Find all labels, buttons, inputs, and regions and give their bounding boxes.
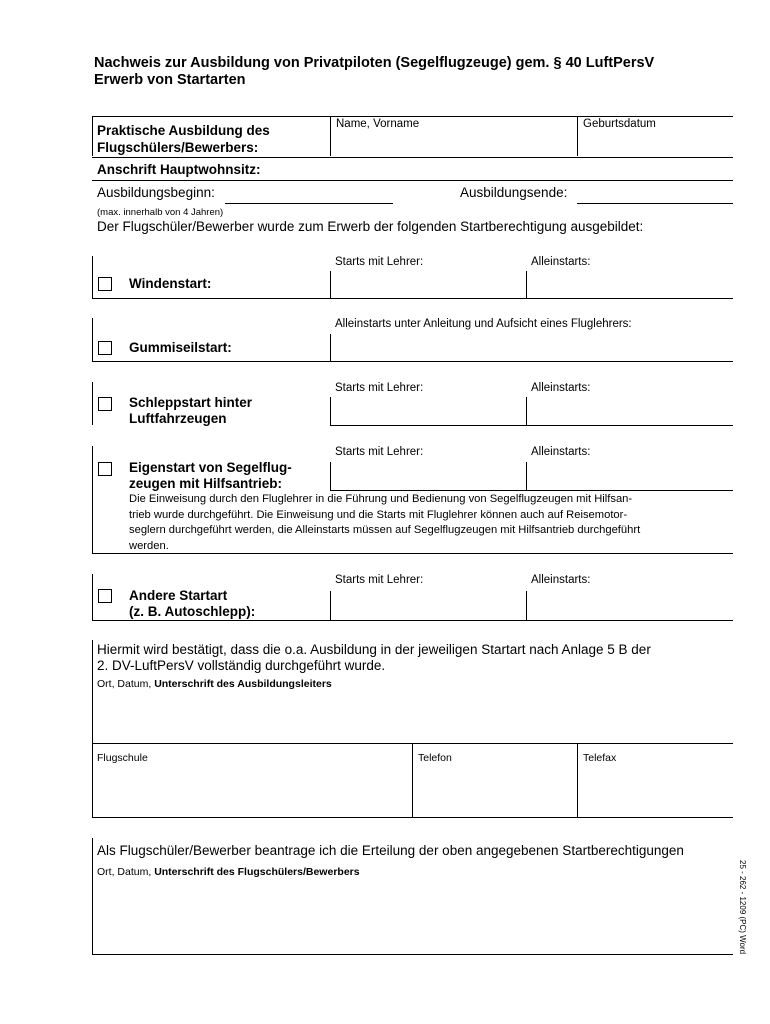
- gummi-bottom-rule: [92, 361, 733, 362]
- dob-field[interactable]: [579, 134, 731, 156]
- gummi-allein-field[interactable]: [331, 334, 733, 361]
- application-text: Als Flugschüler/Bewerber beantrage ich die Erteilung der oben angegebenen Startberechtigungen: [97, 843, 684, 858]
- eigen-left-rule: [92, 446, 93, 553]
- andere-checkbox[interactable]: [98, 589, 112, 603]
- winde-checkbox[interactable]: [98, 277, 112, 291]
- leader-signature-prefix: Ort, Datum,: [97, 678, 152, 690]
- school-divider: [412, 743, 413, 817]
- application-bottom-rule: [92, 954, 733, 955]
- schlepp-allein-field[interactable]: [527, 397, 733, 425]
- eigen-note-line2: trieb wurde durchgeführt. Die Einweisung und die Starts mit Fluglehrer können auch auf Reisemotor-: [129, 508, 628, 521]
- name-field[interactable]: [332, 134, 575, 156]
- schlepp-label-line2: Luftfahrzeugen: [129, 411, 227, 426]
- confirm-left-rule: [92, 640, 93, 817]
- eigen-lehrer-field[interactable]: [331, 462, 525, 490]
- winde-col2-label: Alleinstarts:: [531, 256, 591, 268]
- andere-label: [129, 588, 255, 620]
- confirmation-text: [97, 642, 651, 674]
- eigen-label-line1: Eigenstart von Segelflug-: [129, 460, 292, 475]
- winde-bottom-rule: [92, 298, 733, 299]
- andere-bottom-rule: [92, 620, 733, 621]
- winde-lehrer-field[interactable]: [331, 271, 525, 298]
- andere-left-rule: [92, 574, 93, 620]
- name-field-divider: [330, 116, 331, 156]
- eigen-allein-field[interactable]: [527, 462, 733, 490]
- address-label: Anschrift Hauptwohnsitz:: [97, 162, 261, 177]
- schlepp-col1-label: Starts mit Lehrer:: [335, 382, 424, 394]
- andere-label-line1: Andere Startart: [129, 588, 228, 603]
- student-signature-prefix: Ort, Datum,: [97, 866, 152, 878]
- intro-text: Der Flugschüler/Bewerber wurde zum Erwerb der folgenden Startberechtigung ausgebildet:: [97, 219, 644, 234]
- header-bottom-rule: [92, 157, 733, 158]
- winde-label: Windenstart:: [129, 276, 212, 291]
- schlepp-bottom-rule: [330, 425, 733, 426]
- andere-allein-field[interactable]: [527, 591, 733, 620]
- training-end-field[interactable]: [577, 203, 733, 204]
- confirm-bottom-rule: [92, 817, 733, 818]
- phone-field[interactable]: [414, 768, 574, 816]
- student-signature-label: [97, 866, 360, 878]
- schlepp-checkbox[interactable]: [98, 397, 112, 411]
- section-heading: [97, 122, 270, 156]
- address-field-rule[interactable]: [92, 180, 733, 181]
- winde-left-rule: [92, 256, 93, 298]
- training-start-label: Ausbildungsbeginn:: [97, 185, 215, 200]
- schlepp-lehrer-field[interactable]: [331, 397, 525, 425]
- schlepp-left-rule: [92, 382, 93, 425]
- training-end-label: Ausbildungsende:: [460, 185, 568, 200]
- confirmation-line1: Hiermit wird bestätigt, dass die o.a. Ausbildung in der jeweiligen Startart nach Anlage 5 B der: [97, 642, 651, 657]
- eigen-col1-label: Starts mit Lehrer:: [335, 446, 424, 458]
- schlepp-label: [129, 395, 252, 427]
- eigen-bottom-rule: [92, 553, 733, 554]
- leader-signature-bold: Unterschrift des Ausbildungsleiters: [154, 678, 332, 690]
- header-left-rule: [92, 116, 93, 156]
- schlepp-label-line1: Schleppstart hinter: [129, 395, 253, 410]
- section-heading-line1: Praktische Ausbildung des: [97, 123, 270, 138]
- eigen-note-line4: werden.: [129, 539, 169, 552]
- form-title-line1: Nachweis zur Ausbildung von Privatpiloten (Segelflugzeuge) gem. § 40 LuftPersV: [94, 55, 655, 71]
- section-heading-line2: Flugschülers/Bewerbers:: [97, 140, 259, 155]
- student-signature-bold: Unterschrift des Flugschülers/Bewerbers: [154, 866, 360, 878]
- leader-signature-field[interactable]: [94, 694, 732, 742]
- eigen-note-line3: seglern durchgeführt werden, die Alleinstarts müssen auf Segelflugzeugen mit Hilfsantrieb durchgeführt: [129, 524, 641, 536]
- schlepp-col2-label: Alleinstarts:: [531, 382, 591, 394]
- gummi-left-rule: [92, 318, 93, 361]
- school-field[interactable]: [94, 768, 410, 816]
- winde-allein-field[interactable]: [527, 271, 733, 298]
- phone-divider: [577, 743, 578, 817]
- application-left-rule: [92, 838, 93, 954]
- winde-col1-label: Starts mit Lehrer:: [335, 256, 424, 268]
- andere-col2-label: Alleinstarts:: [531, 574, 591, 586]
- header-top-rule: [92, 116, 733, 117]
- fax-field[interactable]: [579, 768, 731, 816]
- eigen-note-line1: Die Einweisung durch den Fluglehrer in die Führung und Bedienung von Segelflugzeugen mit Hilfsan-: [129, 493, 633, 505]
- form-title-line2: Erwerb von Startarten: [94, 72, 246, 88]
- confirmation-line2: 2. DV-LuftPersV vollständig durchgeführt wurde.: [97, 658, 386, 673]
- andere-lehrer-field[interactable]: [331, 591, 525, 620]
- dob-field-divider: [577, 116, 578, 156]
- andere-col1-label: Starts mit Lehrer:: [335, 574, 424, 586]
- eigen-fields-bottom-rule: [330, 490, 733, 491]
- dob-field-label: Geburtsdatum: [583, 118, 656, 130]
- andere-label-line2: (z. B. Autoschlepp):: [129, 604, 256, 619]
- form-code: 25 - 262 - 1209 (PC) Word: [738, 860, 747, 955]
- training-start-field[interactable]: [225, 203, 393, 204]
- eigen-label: [129, 460, 292, 492]
- gummi-label: Gummiseilstart:: [129, 340, 232, 355]
- fax-label: Telefax: [583, 752, 617, 764]
- eigen-checkbox[interactable]: [98, 462, 112, 476]
- form-title: [94, 55, 654, 89]
- phone-label: Telefon: [418, 752, 452, 764]
- eigen-col2-label: Alleinstarts:: [531, 446, 591, 458]
- eigen-label-line2: zeugen mit Hilfsantrieb:: [129, 476, 283, 491]
- max-duration-note: (max. innerhalb von 4 Jahren): [97, 207, 224, 218]
- name-field-label: Name, Vorname: [336, 118, 420, 130]
- gummi-col1-label: Alleinstarts unter Anleitung und Aufsicht eines Fluglehrers:: [335, 318, 632, 330]
- gummi-checkbox[interactable]: [98, 341, 112, 355]
- leader-signature-label: [97, 678, 332, 690]
- student-signature-field[interactable]: [94, 882, 724, 952]
- eigen-note: [129, 492, 729, 554]
- school-label: Flugschule: [97, 752, 148, 764]
